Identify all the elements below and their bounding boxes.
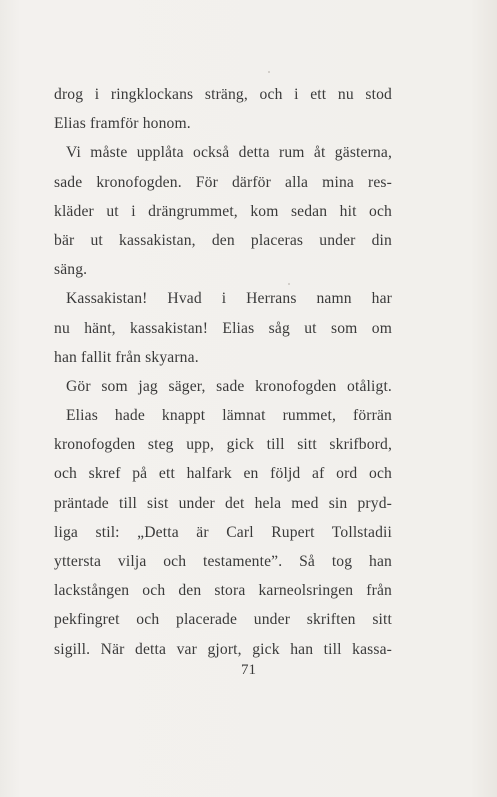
text-line: lackstången och den stora karneolsringen från [54, 582, 392, 600]
text-line: han fallit från skyarna. [54, 348, 199, 366]
paper-speck [268, 71, 270, 73]
text-line: och skref på ett halfark en följd af ord och [54, 465, 392, 483]
text-line: Kassakistan! Hvad i Herrans namn har [66, 290, 392, 308]
text-line: präntade till sist under det hela med sin pryd- [54, 494, 392, 512]
text-line: Elias framför honom. [54, 115, 191, 133]
text-line: Gör som jag säger, sade kronofogden otåligt. [66, 377, 392, 395]
text-line: bär ut kassakistan, den placeras under din [54, 231, 392, 249]
text-line: liga stil: „Detta är Carl Rupert Tollstadii [54, 523, 392, 541]
text-line: sade kronofogden. För därför alla mina res- [54, 173, 392, 191]
text-line: sigill. När detta var gjort, gick han till kassa- [54, 640, 392, 658]
paper-speck [288, 283, 290, 285]
text-line: pekfingret och placerade under skriften sitt [54, 611, 392, 629]
text-line: nu hänt, kassakistan! Elias såg ut som om [54, 319, 392, 337]
body-text [54, 80, 392, 664]
text-line: säng. [54, 261, 88, 279]
text-line: Vi måste upplåta också detta rum åt gästerna, [66, 144, 392, 162]
text-line: yttersta vilja och testamente”. Så tog han [54, 553, 392, 570]
text-line: drog i ringklockans sträng, och i ett nu stod [54, 86, 392, 103]
text-line: Elias hade knappt lämnat rummet, förrän [66, 407, 392, 425]
text-line: kronofogden steg upp, gick till sitt skrifbord, [54, 436, 392, 454]
page-number: 71 [241, 662, 256, 678]
text-line: kläder ut i drängrummet, kom sedan hit och [54, 202, 392, 220]
